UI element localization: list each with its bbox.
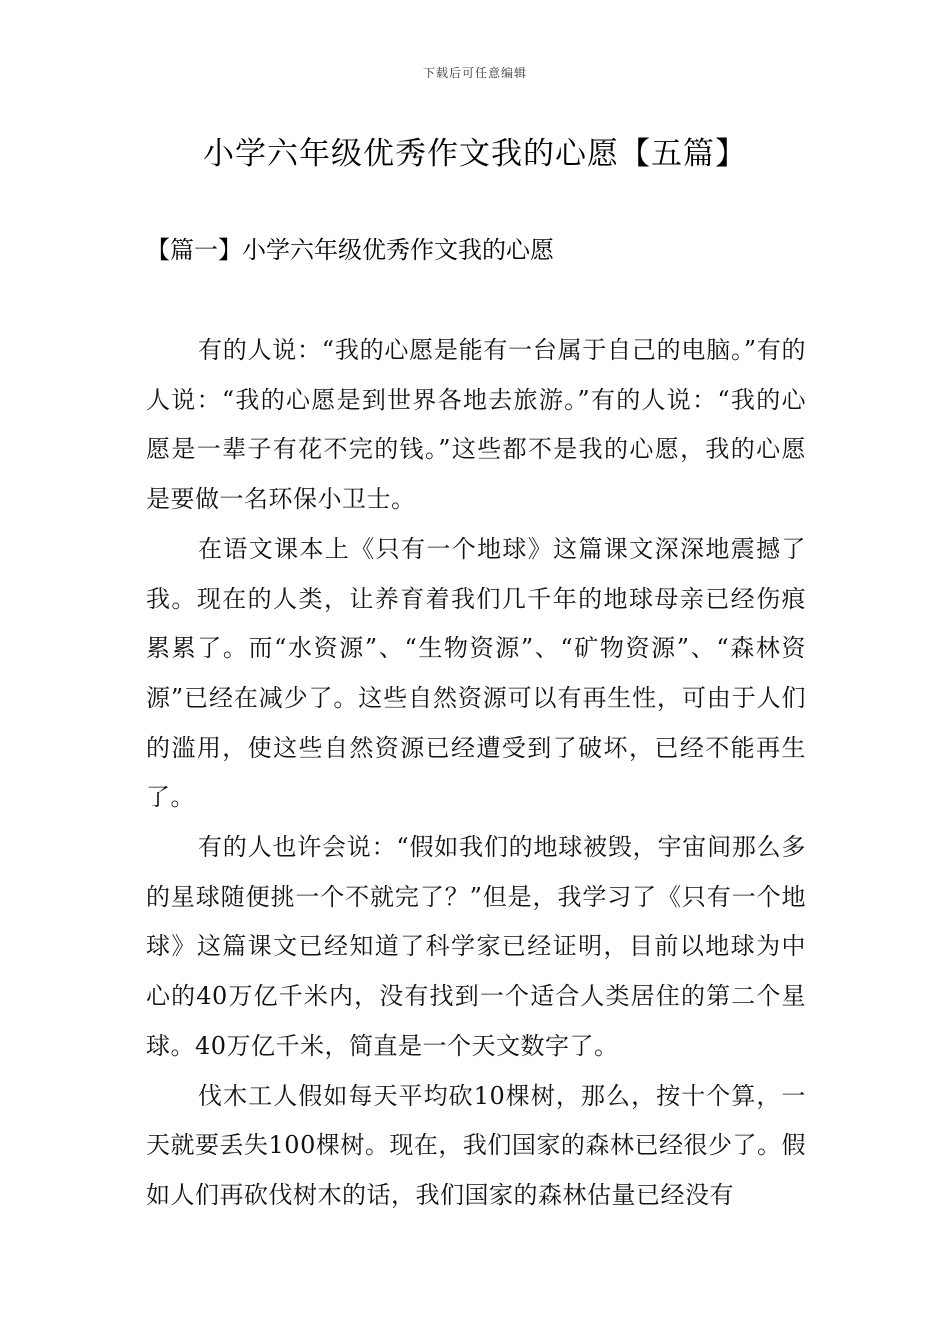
header-note: 下载后可任意编辑 xyxy=(422,66,527,80)
paragraph-3: 有的人也许会说：“假如我们的地球被毁，宇宙间那么多的星球随便挑一个不就完了？”但是，我学习了《只有一个地球》这篇课文已经知道了科学家已经证明，目前以地球为中心的40万亿千米内，没有找到一个适合人类居住的第二个星球。40万亿千米，简直是一个天文数字了。 xyxy=(146,833,806,1060)
essay-body xyxy=(146,326,806,1221)
section-title: 【篇一】小学六年级优秀作文我的心愿 xyxy=(146,236,554,264)
paragraph-1: 有的人说：“我的心愿是能有一台属于自己的电脑。”有的人说：“我的心愿是到世界各地去旅游。”有的人说：“我的心愿是一辈子有花不完的钱。”这些都不是我的心愿，我的心愿是要做一名环保小卫士。 xyxy=(146,336,806,514)
document-title: 小学六年级优秀作文我的心愿【五篇】 xyxy=(203,136,747,172)
paragraph-4: 伐木工人假如每天平均砍10棵树，那么，按十个算，一天就要丢失100棵树。现在，我们国家的森林已经很少了。假如人们再砍伐树木的话，我们国家的森林估量已经没有 xyxy=(146,1081,806,1209)
paragraph-2: 在语文课本上《只有一个地球》这篇课文深深地震撼了我。现在的人类，让养育着我们几千年的地球母亲已经伤痕累累了。而“水资源”、“生物资源”、“矿物资源”、“森林资源”已经在减少了。这些自然资源可以有再生性，可由于人们的滥用，使这些自然资源已经遭受到了破坏，已经不能再生了。 xyxy=(146,534,806,812)
